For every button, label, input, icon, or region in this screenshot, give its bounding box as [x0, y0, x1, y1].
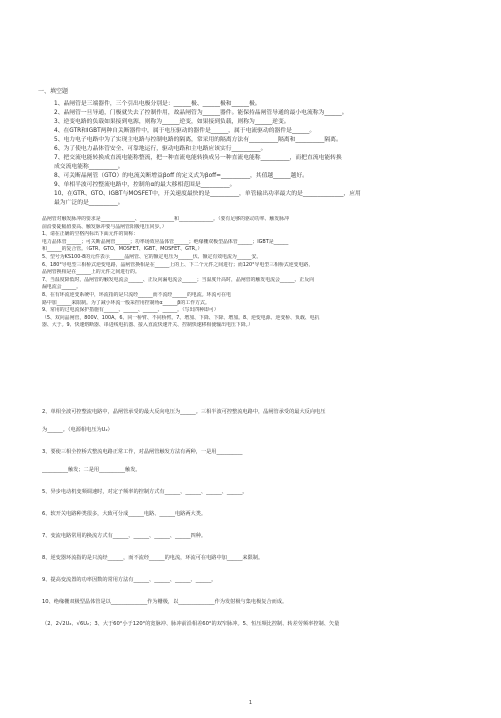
question-line: 10、在GTR、GTO、IGBT与MOSFET中，开关速度最快的是__________，单管输出功率最大的是______________，应用: [54, 191, 361, 197]
question-line: 10、绝缘栅双极型晶体管是以______________作为栅极，以______________作为发射极与集电极复合而成。: [42, 599, 288, 605]
question-line: 6、软开关电路种类很多，大致可分成______电路、______电路两大类。: [42, 511, 207, 517]
question-line: （5、双向晶闸管，800V、100A。6、同一桥臂、不同桥臂。7、增加、下降、下降、增加。8、逆变电源、逆变桥、负载、电抗: [42, 314, 320, 321]
question-line: 电力晶体管______；可关断晶闸管______；功率场效应晶体管______；绝缘栅双极型晶体管______；IGBT是______: [42, 238, 289, 245]
question-line: 7、当温度降低时，晶闸管的触发电流会______、正反向漏电流会______；当温度升高时，晶闸管的触发电流会______、正反向: [42, 276, 315, 283]
question-line: 1、请在正确的空格内标出下面元件的简称：: [42, 231, 139, 238]
question-line: 成交流电能称__________。: [54, 164, 124, 170]
question-line: 2、单相全波可控整流电路中，晶闸管承受的最大反向电压为______。三相半波可控整流电路中，晶闸管承受的最大反向电压: [42, 409, 326, 415]
question-line: 1、晶闸管是三端器件，三个引出电极分别是：______极、______极和______极。: [54, 101, 261, 107]
question-line: 6、为了使电力晶体管安全、可靠地运行，驱动电路和主电路应该实行__________。: [54, 146, 267, 152]
question-line: 前沿要陡幅值要高、触发脉冲要与晶闸管阳极电压同步。）: [42, 223, 167, 230]
question-line: 和______的复合管。（GTR、GTO、MOSFET、IGBT、MOSFET、GTR。）: [42, 246, 203, 253]
question-block-3: [42, 408, 478, 628]
question-line: 漏电流会______。: [42, 284, 82, 291]
question-line: 8、可关断晶闸管（GTO）的电流关断增益βoff 的定义式为βoff=__________，其值越______越好。: [54, 173, 308, 179]
question-line: （2、2√2U₂、√6U₂；3、大于60°小于120°的宽脉冲、脉冲前沿相差60°的双窄脉冲。5、恒压频比控制、转差劳频率控制、矢量: [42, 621, 340, 627]
question-line: 2、晶闸管一旦导通，门极就失去了控制作用，故晶闸管为______器件。能保持晶闸管导通的最小电流称为______。: [54, 110, 348, 116]
question-line: 晶闸管对触发脉冲的要求是______________、______________和______________。（要有足够的驱动功率、触发脉冲: [42, 216, 289, 222]
question-block-2: [42, 216, 478, 330]
question-line: 3、逆变电路的负载如果接到电源，则称为______逆变，如果接到负载，则称为______逆变。: [54, 119, 290, 125]
question-line: 6、180°导电型三相桥式逆变电路，晶闸管换相是在______上的上、下二个元件之间进行；而120°导电型三相桥式逆变电路，: [42, 261, 314, 268]
question-line: 3、要使三相全控桥式整流电路正常工作，对晶闸管触发方法有两种，一是用__________: [42, 449, 243, 455]
page-number: 1: [248, 700, 253, 706]
question-line: 路中加______来限制。为了减小环流一般采控用控制角α______β的工作方式。: [42, 299, 210, 306]
question-line: 5、型号为KS100-8的元件表示______晶闸管、它的额定电压为______伏、额定有效电流为______安。: [42, 253, 262, 260]
question-line: 9、单相半波可控整流电路中，控制角α的最大移相范围是__________。: [54, 182, 236, 188]
question-line: 8、在有环流逆变系统中，环流指的是只流经______而不流经______的电流。环流可在电: [42, 291, 231, 298]
question-line: 4、在GTR和IGBT两种自关断器件中，属于电压驱动的器件是______，属于电流驱动的器件是______。: [54, 128, 316, 134]
section-title: 一、填空题: [38, 88, 69, 95]
question-line: 为______。（电源相电压为U₂）: [42, 427, 113, 433]
question-line: __________触发；二是用__________触发。: [42, 467, 141, 473]
question-line: 5、异步电动机变频调速时，对定子频率的控制方式有______、______、______、______。: [42, 489, 248, 495]
question-line: 9、常用的过电流保护措施有______、______、______、______。（写出四种即可）: [42, 307, 219, 314]
question-line: 7、变流电路常用的换流方式有______、______、______、______四种。: [42, 533, 207, 539]
question-line: 8、逆变器环流指的是只流经______，而不流经______的电流，环流可在电路中加______来限制。: [42, 555, 264, 561]
question-line: 晶闸管换相是在______上的元件之间进行的。: [42, 269, 140, 276]
question-line: 5、电力电子电路中为了实现主电路与控制电路的隔离，常采用的隔离方法有__________隔离和__________隔离。: [54, 137, 342, 143]
question-line: 9、提高变流置的功率因数的常用方法有______、______、______、______。: [42, 577, 217, 583]
question-line: 7、把交流电能转换成直流电能称整流，把一种直流电能转换成另一种直流电能称__________，而把直流电能转换: [54, 155, 342, 161]
question-line: 最为广泛的是__________。: [54, 200, 124, 206]
question-line: 器、大于。9、快速熔断器、串进线电抗器、接入直流快速开关、控制快速移相使输出电压下降。）: [42, 322, 253, 329]
question-block-1: [54, 100, 474, 208]
